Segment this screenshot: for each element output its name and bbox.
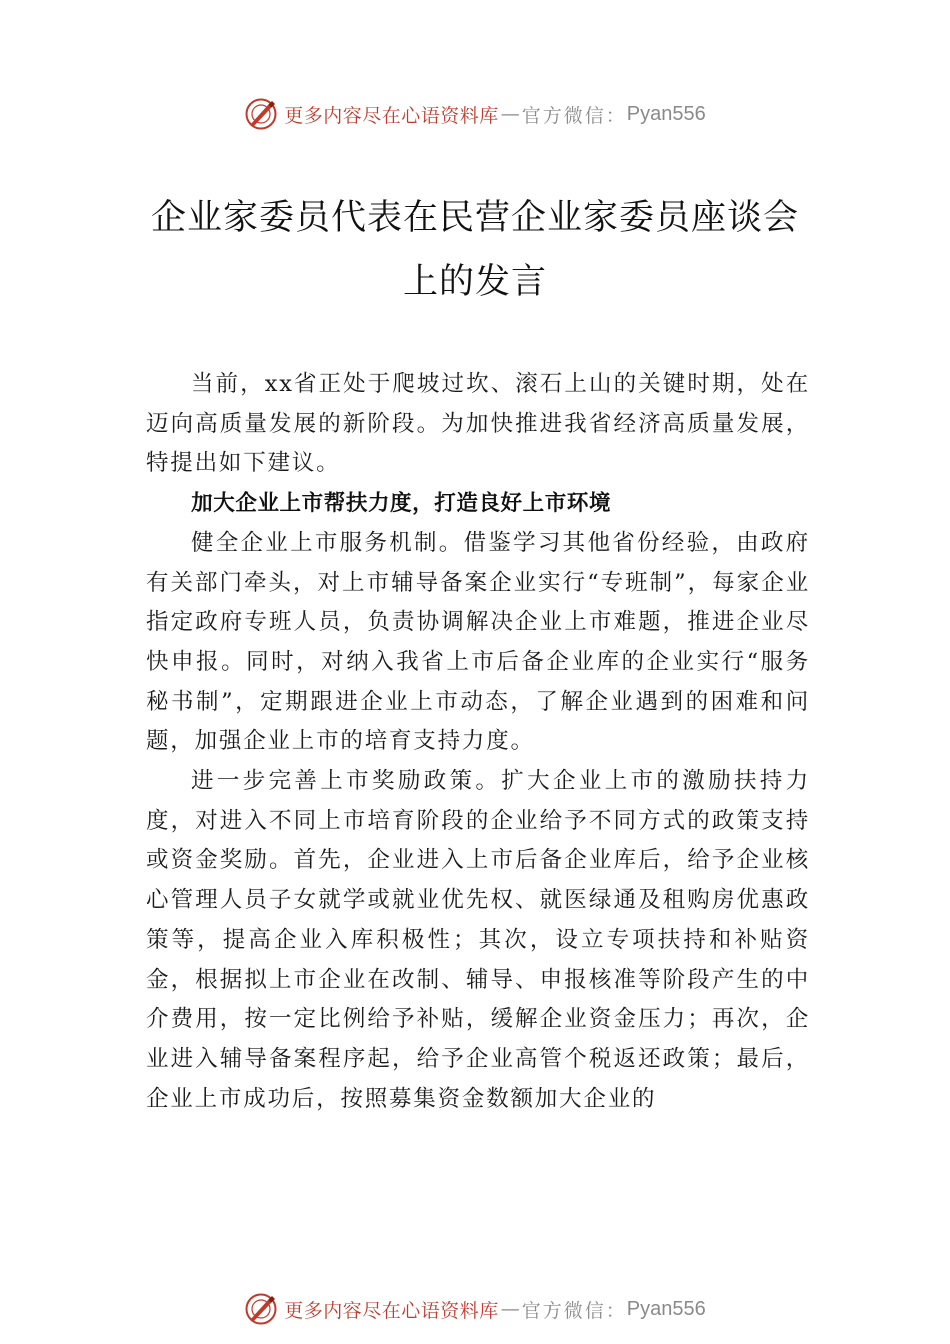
document-body bbox=[146, 365, 810, 1119]
site-name-text: 更多内容尽在心语资料库 bbox=[284, 1299, 499, 1322]
body-paragraph: 健全企业上市服务机制。借鉴学习其他省份经验，由政府有关部门牵头，对上市辅导备案企业实行“专班制”，每家企业指定政府专班人员，负责协调解决企业上市难题，推进企业尽快申报。同时，对纳入我省上市后备企业库的企业实行“服务秘书制”，定期跟进企业上市动态，了解企业遇到的困难和问题，加强企业上市的培育支持力度。 bbox=[146, 529, 810, 755]
pen-logo-icon bbox=[244, 97, 278, 131]
section-heading: 加大企业上市帮扶力度，打造良好上市环境 bbox=[191, 491, 612, 517]
site-name-text: 更多内容尽在心语资料库 bbox=[284, 104, 499, 127]
wechat-label: 官方微信： bbox=[521, 104, 627, 127]
header-watermark-banner bbox=[0, 94, 950, 134]
wechat-label: 官方微信： bbox=[521, 1299, 627, 1322]
banner-dash: — bbox=[500, 1298, 520, 1320]
footer-watermark-banner bbox=[0, 1289, 950, 1329]
wechat-id: Pyan556 bbox=[626, 1297, 706, 1320]
body-paragraph: 进一步完善上市奖励政策。扩大企业上市的激励扶持力度，对进入不同上市培育阶段的企业给予不同方式的政策支持或资金奖励。首先，企业进入上市后备企业库后，给予企业核心管理人员子女就学或就业优先权、就医绿通及租购房优惠政策等，提高企业入库积极性；其次，设立专项扶持和补贴资金，根据拟上市企业在改制、辅导、申报核准等阶段产生的中介费用，按一定比例给予补贴，缓解企业资金压力；再次，企业进入辅导备案程序起，给予企业高管个税返还政策；最后，企业上市成功后，按照募集资金数额加大企业的 bbox=[146, 768, 810, 1112]
document-title: 企业家委员代表在民营企业家委员座谈会上的发言 bbox=[150, 198, 799, 302]
pen-logo-icon bbox=[244, 1292, 278, 1326]
body-paragraph: 当前，xx省正处于爬坡过坎、滚石上山的关键时期，处在迈向高质量发展的新阶段。为加快推进我省经济高质量发展，特提出如下建议。 bbox=[146, 371, 810, 477]
banner-dash: — bbox=[500, 103, 520, 125]
wechat-id: Pyan556 bbox=[626, 102, 706, 125]
